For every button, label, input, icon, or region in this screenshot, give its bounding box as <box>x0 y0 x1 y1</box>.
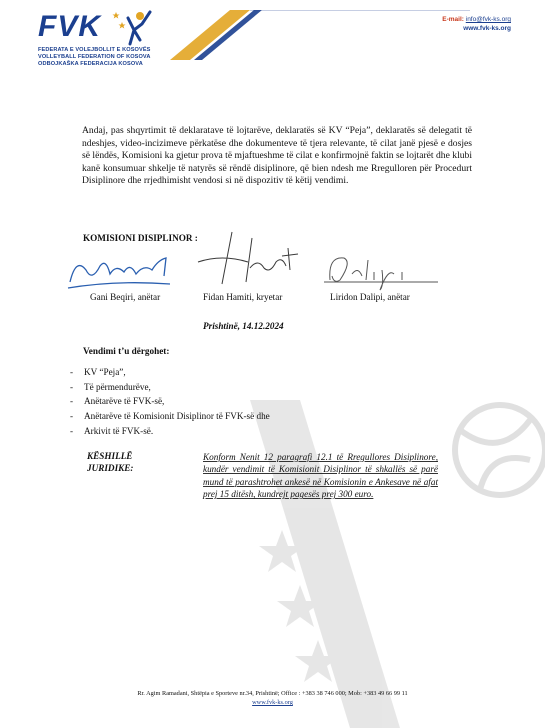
logo-wordmark: FVK <box>38 10 101 43</box>
recipients-list <box>70 365 270 439</box>
legal-advice-label <box>87 451 133 475</box>
signatory-name-3: Liridon Dalipi, anëtar <box>330 292 410 302</box>
email-link[interactable]: info@fvk-ks.org <box>465 16 511 23</box>
header-contact <box>442 15 511 33</box>
recipient-item: - Të përmendurëve, <box>70 380 270 395</box>
volleyball-watermark <box>230 400 545 728</box>
legal-advice-text: Konform Nenit 12 paragrafi 12.1 të Rregullores Disiplinore, kundër vendimit të Komisionit Disiplinor të shkallës së parë mund të parashtrohet ankesë në Komisionin e Ankesave në afat prej 15 ditësh, kundrejt pagesës prej 300 euro. <box>203 452 438 500</box>
recipient-item: - Arkivit të FVK-së. <box>70 424 270 439</box>
recipient-item: - Anëtarëve të Komisionit Disiplinor të FVK-së dhe <box>70 409 270 424</box>
footer-address: Rr. Agim Ramadani, Shtëpia e Sporteve nr.34, Prishtinë; Office : +383 38 746 000; Mob: +383 49 66 99 11 <box>137 690 408 697</box>
decision-paragraph: Andaj, pas shqyrtimit të deklaratave të lojtarëve, deklaratës së KV “Peja”, deklaratës së delegatit të ndeshjes, video-incizimeve përkatëse dhe dokumenteve të tjera relevante, të cilat janë pjesë e dosjes së lëndës, Komisioni ka gjetur prova të mjaftueshme të cilat e konfirmojnë faktin se lojtarët dhe klubi kanë konsumuar shkelje të natyrës së rëndë disiplinore, që bien ndesh me Rregulloren për Procedurt Disiplinore dhe rrjedhimisht vendosi si në dispozitiv të këtij vendimi. <box>82 125 472 187</box>
website-link[interactable]: www.fvk-ks.org <box>463 25 511 32</box>
signatory-name-2: Fidan Hamiti, kryetar <box>203 292 283 302</box>
footer-website-link[interactable]: www.fvk-ks.org <box>252 699 293 706</box>
document-date: Prishtinë, 14.12.2024 <box>203 321 284 331</box>
legal-advice-label-line2: JURIDIKE: <box>87 462 134 473</box>
header-stripe-decoration <box>150 10 470 60</box>
recipient-item: - KV “Peja”, <box>70 365 270 380</box>
org-name-english: VOLLEYBALL FEDERATION OF KOSOVA <box>38 54 151 60</box>
signature-fidan-hamiti <box>192 228 302 290</box>
recipients-title: Vendimi t’u dërgohet: <box>83 346 170 356</box>
signatory-name-1: Gani Beqiri, anëtar <box>90 292 161 302</box>
org-name-serbian: ODBOJKAŠKA FEDERACIJA KOSOVA <box>38 61 143 67</box>
recipient-item: - Anëtarëve të FVK-së, <box>70 394 270 409</box>
email-label: E-mail: <box>442 16 464 23</box>
komisioni-title: KOMISIONI DISIPLINOR : <box>83 233 198 243</box>
org-name-albanian: FEDERATA E VOLEJBOLLIT E KOSOVËS <box>38 47 151 53</box>
signature-liridon-dalipi <box>322 250 442 292</box>
signature-gani-beqiri <box>66 252 176 294</box>
legal-advice-label-line1: KËSHILLË <box>87 451 133 461</box>
